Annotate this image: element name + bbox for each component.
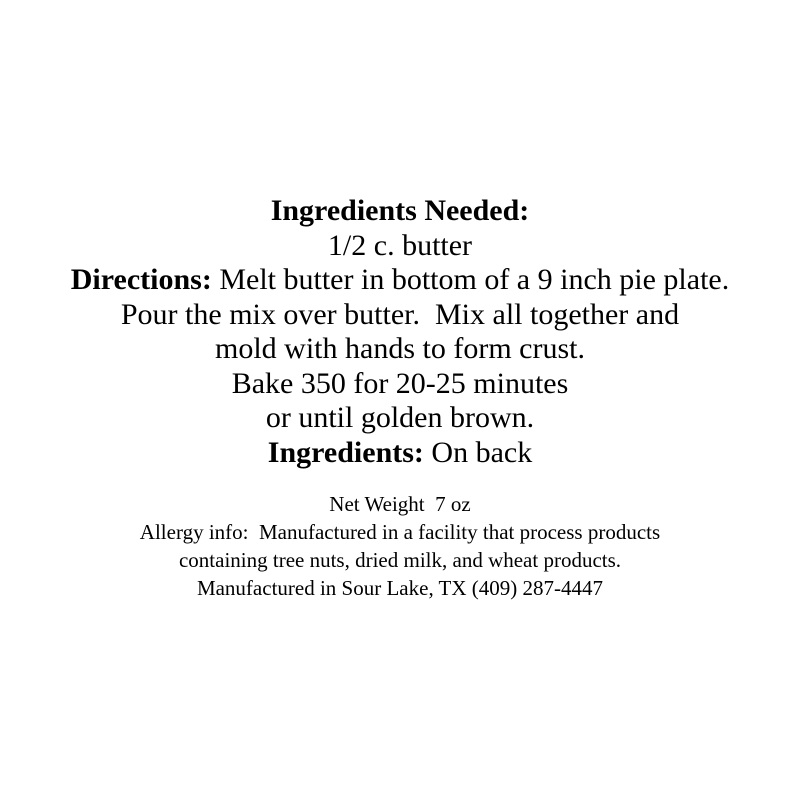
ingredients-heading: Ingredients: [267, 435, 424, 469]
directions-line-4: Bake 350 for 20-25 minutes [231, 366, 569, 400]
manufacturer-line: Manufactured in Sour Lake, TX (409) 287-4447 [196, 576, 604, 600]
product-label [0, 194, 800, 602]
net-weight: Net Weight 7 oz [329, 492, 471, 516]
directions-line-3: mold with hands to form crust. [215, 332, 585, 365]
directions-text-1: Melt butter in bottom of a 9 inch pie plate. [211, 263, 730, 296]
ingredients-value: On back [423, 435, 533, 469]
allergy-line-2: containing tree nuts, dried milk, and wheat products. [178, 548, 622, 572]
ingredients-line [0, 436, 800, 471]
ingredients-needed-heading: Ingredients Needed: [270, 194, 530, 227]
directions-line-2: Pour the mix over butter. Mix all together and [120, 297, 680, 331]
ingredient-item: 1/2 c. butter [327, 228, 473, 262]
ingredients-needed-line [0, 194, 800, 229]
allergy-line-1: Allergy info: Manufactured in a facility that process products [139, 520, 661, 544]
directions-heading: Directions: [70, 263, 212, 296]
directions-line-5: or until golden brown. [265, 401, 535, 434]
directions-line-1 [0, 263, 800, 298]
